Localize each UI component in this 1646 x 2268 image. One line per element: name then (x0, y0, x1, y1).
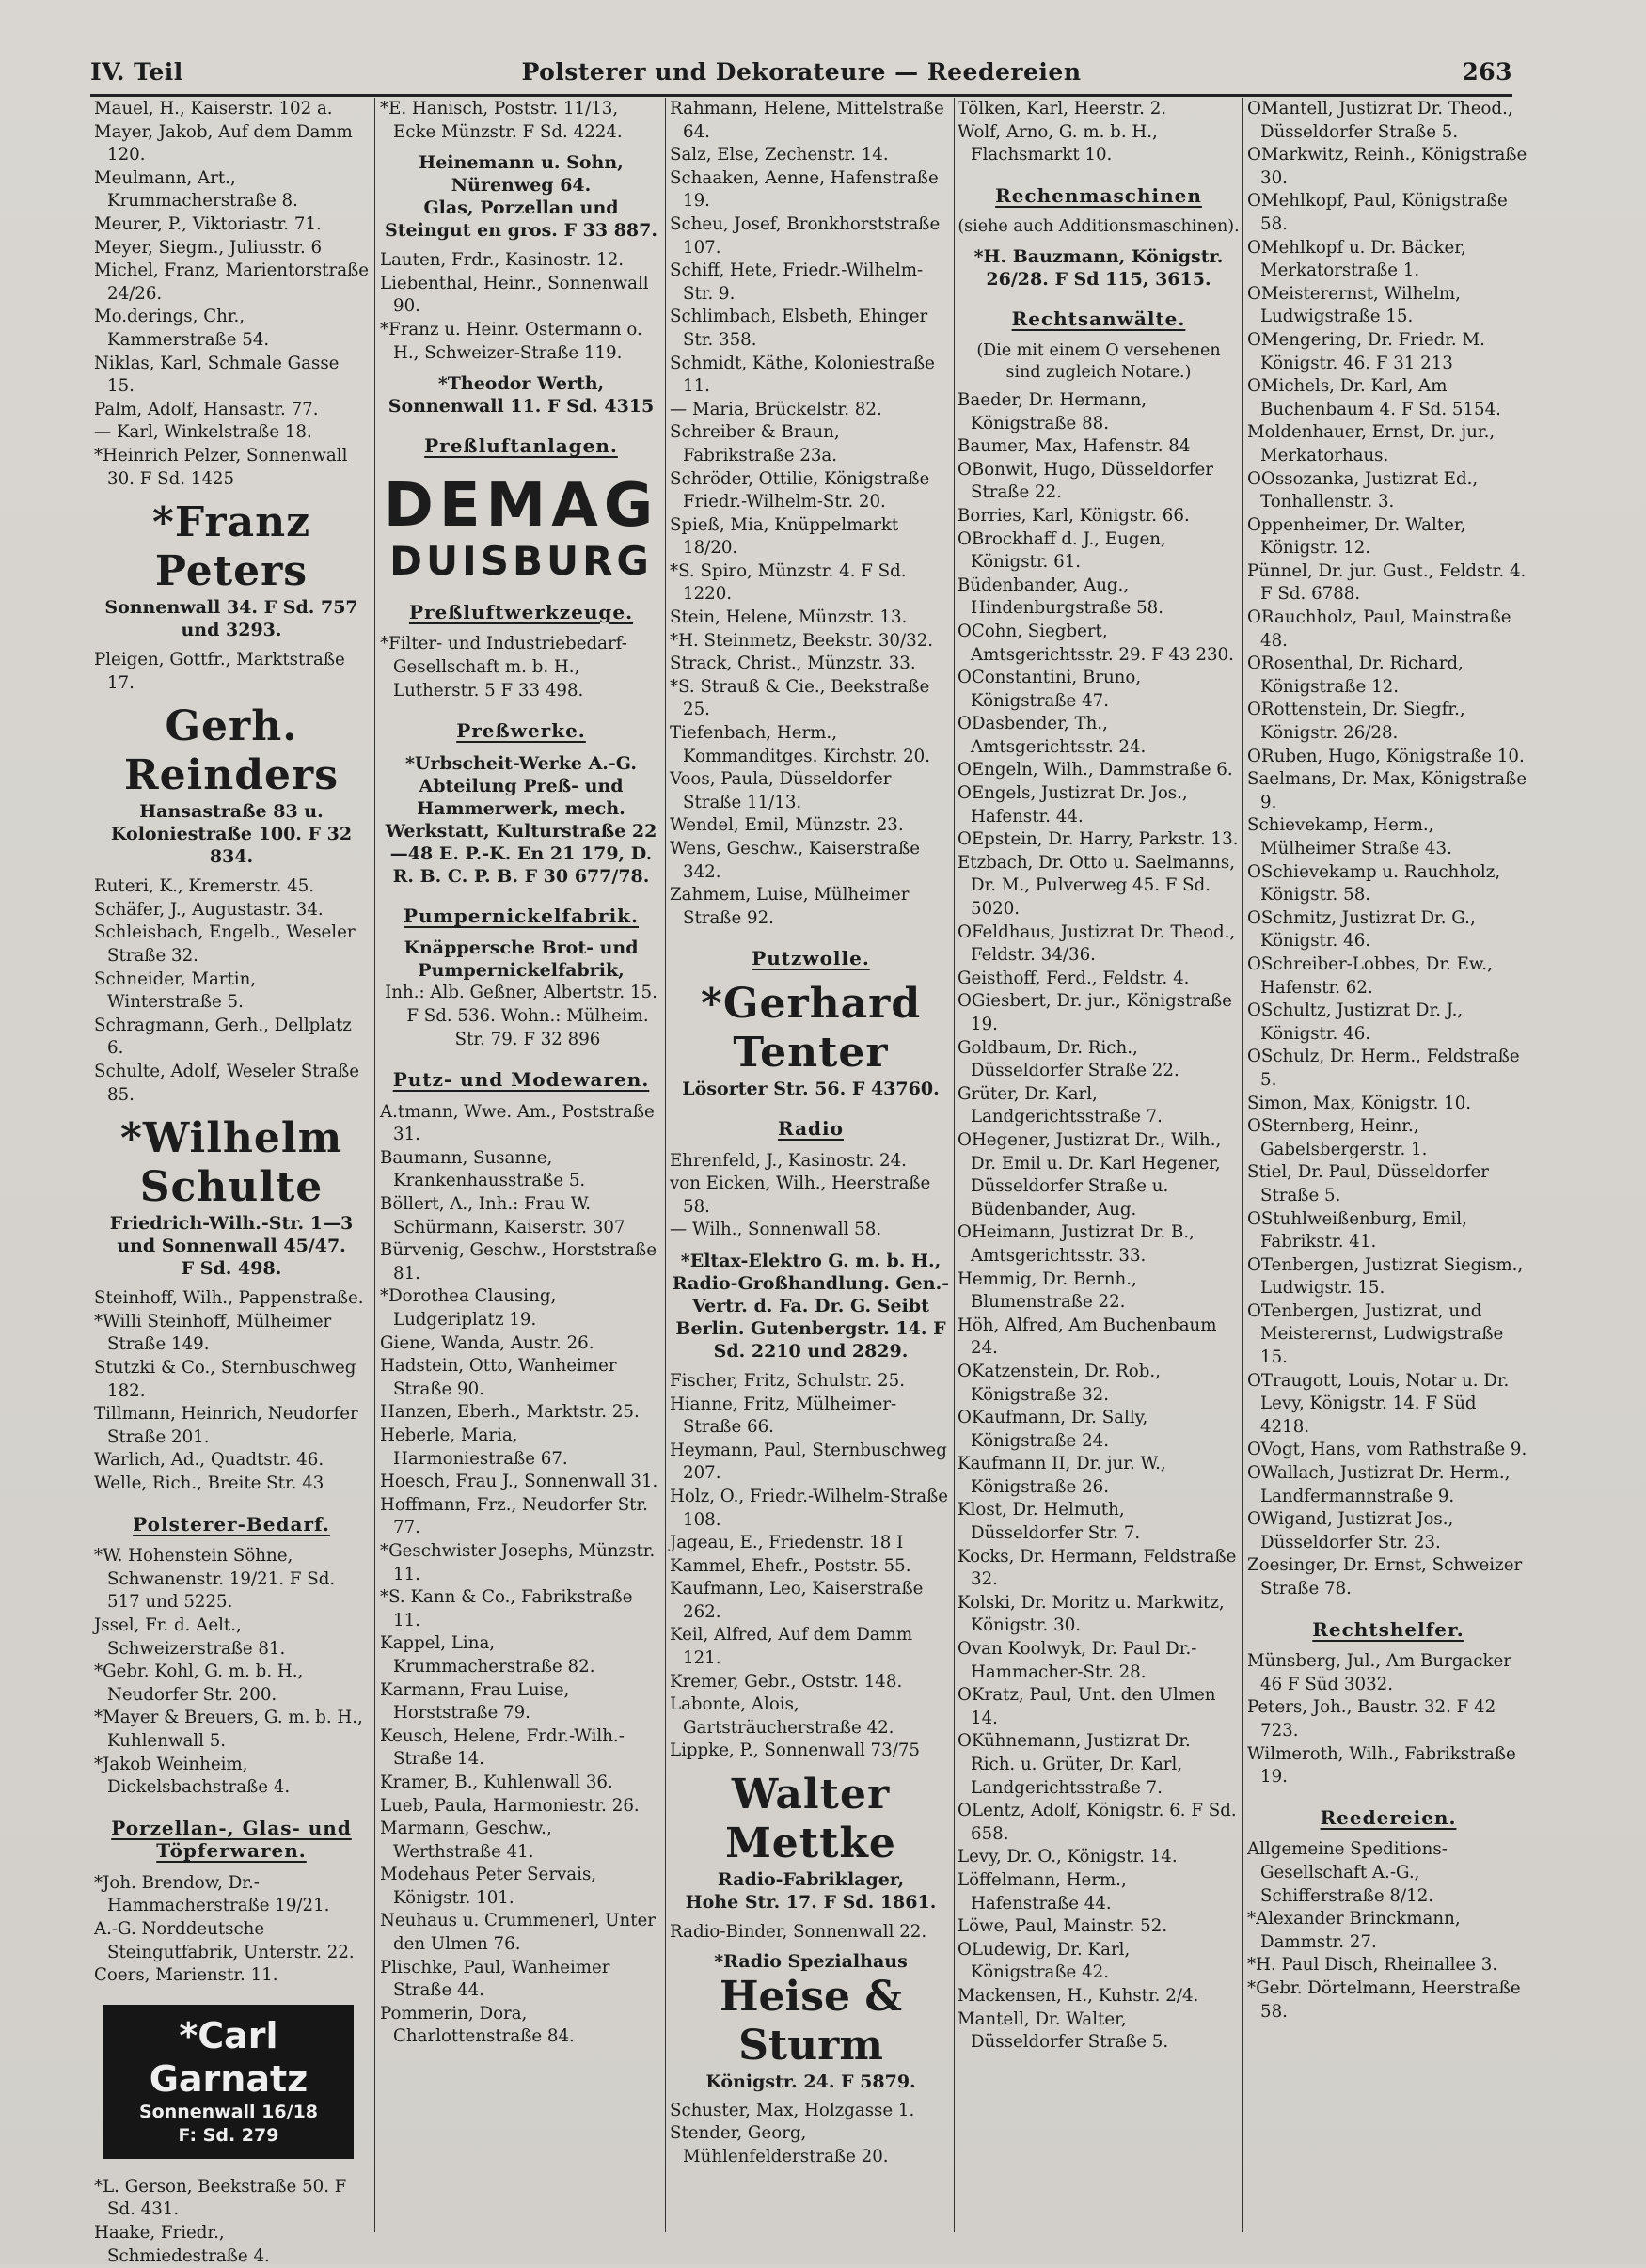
directory-entry: Schragmann, Gerh., Dellplatz 6. (94, 1015, 352, 1059)
directory-entry: Mauel, H., Kaiserstr. 102 a. (94, 99, 333, 118)
ad-line: *Theodor Werth, (437, 373, 605, 395)
directory-entry: Höh, Alfred, Am Buchenbaum 24. (958, 1315, 1217, 1359)
directory-entry: Warlich, Ad., Quadtstr. 46. (94, 1450, 324, 1471)
directory-entry: Levy, Dr. O., Königstr. 14. (958, 1847, 1178, 1867)
directory-entry: Oppenheimer, Dr. Walter, Königstr. 12. (1247, 514, 1466, 559)
ad-name: DEMAG (383, 470, 659, 541)
section-heading: Pumpernickelfabrik. (404, 904, 639, 927)
directory-entry: *Willi Steinhoff, Mülheimer Straße 149. (94, 1311, 332, 1355)
entry-list (94, 875, 369, 1107)
directory-entry: *Gebr. Kohl, G. m. b. H., Neudorfer Str. 200. (94, 1662, 304, 1705)
directory-entry: Ehrenfeld, J., Kasinostr. 24. (670, 1150, 907, 1171)
directory-entry: Holz, O., Friedr.-Wilhelm-Straße 108. (670, 1486, 949, 1530)
ad-line: Hansastraße 83 u. Koloniestraße 100. F 32 834. (110, 801, 353, 868)
directory-entry: Scheu, Josef, Bronkhorststraße 107. (670, 213, 941, 258)
directory-entry: Baumann, Susanne, Krankenhausstraße 5. (380, 1147, 586, 1191)
ad-line: Radio-Fabriklager, (717, 1869, 905, 1891)
directory-entry: Schreiber & Braun, Fabrikstraße 23a. (670, 422, 840, 465)
directory-entry: Allgemeine Speditions-Gesellschaft A.-G., Schifferstraße 8/12. (1247, 1839, 1448, 1906)
directory-entry: Meurer, P., Viktoriastr. 71. (94, 213, 322, 234)
ad-line: Sonnenwall 34. F Sd. 757 (104, 597, 358, 619)
directory-entry: OMeisterernst, Wilhelm, Ludwigstraße 15. (1247, 283, 1461, 327)
directory-entry: Strack, Christ., Münzstr. 33. (670, 654, 916, 674)
directory-entry: — Wilh., Sonnenwall 58. (670, 1220, 882, 1240)
directory-entry: Löwe, Paul, Mainstr. 52. (958, 1916, 1168, 1937)
directory-entry: *Heinrich Pelzer, Sonnenwall 30. F Sd. 1425 (94, 445, 348, 489)
section-heading: Rechenmaschinen (995, 183, 1202, 207)
directory-entry: OHeimann, Justizrat Dr. B., Amtsgerichtsstr. 33. (958, 1222, 1195, 1266)
directory-entry: OKratz, Paul, Unt. den Ulmen 14. (958, 1685, 1216, 1728)
directory-entry: OWigand, Justizrat Jos., Düsseldorfer Str. 23. (1247, 1509, 1454, 1552)
header-section-range: Polsterer und Dekorateure — Reedereien (521, 58, 1082, 86)
ad-line: Sonnenwall 16/18 (138, 2101, 319, 2122)
directory-entry: *S. Spiro, Münzstr. 4. F Sd. 1220. (670, 560, 907, 605)
ad-line: F: Sd. 279 (178, 2124, 279, 2146)
directory-entry: Mackensen, H., Kuhstr. 2/4. (958, 1985, 1199, 2006)
directory-entry: Spieß, Mia, Knüppelmarkt 18/20. (670, 514, 899, 559)
directory-entry: *H. Steinmetz, Beekstr. 30/32. (670, 630, 934, 651)
directory-entry: Mantell, Dr. Walter, Düsseldorfer Straße 5. (958, 2008, 1169, 2053)
section-heading: Preßluftwerkzeuge. (408, 600, 634, 623)
directory-entry: Klost, Dr. Helmuth, Düsseldorfer Str. 7. (958, 1500, 1141, 1544)
directory-entry: Schulte, Adolf, Weseler Straße 85. (94, 1062, 360, 1105)
ad-walter-mettke (670, 1771, 952, 1914)
directory-entry: Schneider, Martin, Winterstraße 5. (94, 969, 257, 1013)
ad-demag (380, 470, 662, 584)
directory-entry: Münsberg, Jul., Am Burgacker 46 F Süd 3032. (1247, 1651, 1511, 1694)
directory-entry: Schröder, Ottilie, Königstraße Friedr.-Wilhelm-Str. 20. (670, 468, 930, 512)
ad-line: und 3293. (181, 620, 282, 641)
ad-line: Königstr. 24. F 5879. (705, 2071, 916, 2093)
ad-eltax (670, 1250, 952, 1362)
directory-entry: OSchreiber-Lobbes, Dr. Ew., Hafenstr. 62. (1247, 953, 1493, 998)
directory-entry: ORottenstein, Dr. Siegfr., Königstr. 26/28. (1247, 700, 1465, 744)
ad-line: DUISBURG (389, 537, 653, 584)
directory-entry: Karmann, Frau Luise, Horststraße 79. (380, 1679, 570, 1724)
directory-entry: Wens, Geschw., Kaiserstraße 342. (670, 839, 920, 882)
directory-entry: OKaufmann, Dr. Sally, Königstraße 24. (958, 1408, 1148, 1451)
directory-entry: OMengering, Dr. Friedr. M. Königstr. 46. F 31 213 (1247, 329, 1485, 373)
directory-entry: A.tmann, Wwe. Am., Poststraße 31. (380, 1101, 655, 1145)
directory-entry: ORosenthal, Dr. Richard, Königstraße 12. (1247, 654, 1464, 697)
section-heading: Preßwerke. (456, 719, 586, 743)
directory-entry: OTenbergen, Justizrat Siegism., Ludwigstr. 15. (1247, 1254, 1524, 1299)
directory-entry: Labonte, Alois, Gartsträucherstraße 42. (670, 1694, 894, 1738)
entry-list (670, 1921, 952, 1945)
section-heading: Rechtshelfer. (1312, 1617, 1464, 1641)
section-heading: Preßluftanlagen. (424, 434, 618, 458)
directory-entry: — Maria, Brückelstr. 82. (670, 399, 882, 419)
directory-entry: Peters, Joh., Baustr. 32. F 42 723. (1247, 1697, 1496, 1740)
directory-entry: *S. Strauß & Cie., Beekstraße 25. (670, 676, 930, 720)
section-heading: Porzellan-, Glas- und Töpferwaren. (111, 1816, 352, 1863)
directory-entry: Kaufmann, Leo, Kaiserstraße 262. (670, 1579, 924, 1622)
entry-list (958, 98, 1240, 167)
ad-line: *Eltax-Elektro G. m. b. H., Radio-Großhandlung. Gen.-Vertr. d. Fa. Dr. G. Seibt Berlin. Gutenbergstr. 14. F Sd. 2210 und 2829. (672, 1250, 950, 1362)
entry-list (380, 98, 662, 144)
directory-entry: *Gebr. Dörtelmann, Heerstraße 58. (1247, 1977, 1521, 2022)
ad-franz-peters (94, 498, 369, 641)
directory-entry: Goldbaum, Dr. Rich., Düsseldorfer Straße 22. (958, 1037, 1179, 1081)
directory-entry: Moldenhauer, Ernst, Dr. jur., Merkatorhaus. (1247, 422, 1496, 465)
entry-list (1247, 1650, 1529, 1789)
directory-entry: Tiefenbach, Herm., Kommanditges. Kirchstr. 20. (670, 723, 930, 766)
directory-entry: OGiesbert, Dr. jur., Königstraße 19. (958, 991, 1232, 1034)
directory-entry: Tillmann, Heinrich, Neudorfer Straße 201. (94, 1404, 358, 1447)
directory-entry: OWallach, Justizrat Dr. Herm., Landfermannstraße 9. (1247, 1463, 1511, 1506)
directory-entry: Kramer, B., Kuhlenwall 36. (380, 1772, 613, 1792)
directory-entry: Löffelmann, Herm., Hafenstraße 44. (958, 1869, 1127, 1914)
ad-gerh-reinders (94, 702, 369, 868)
directory-entry: Lueb, Paula, Harmoniestr. 26. (380, 1795, 640, 1816)
directory-entry: ORuben, Hugo, Königstraße 10. (1247, 746, 1525, 766)
header-rule (90, 94, 1512, 97)
directory-entry: Stiel, Dr. Paul, Düsseldorfer Straße 5. (1247, 1162, 1489, 1205)
column-divider (374, 98, 375, 2232)
directory-entry: Welle, Rich., Breite Str. 43 (94, 1473, 324, 1493)
directory-entry: Mayer, Jakob, Auf dem Damm 120. (94, 121, 353, 165)
column-1 (94, 98, 369, 2266)
directory-entry: OMantell, Justizrat Dr. Theod., Düsseldorfer Straße 5. (1247, 99, 1513, 142)
directory-entry: Giene, Wanda, Austr. 26. (380, 1332, 594, 1353)
directory-entry: Stender, Georg, Mühlenfelderstraße 20. (670, 2123, 889, 2166)
directory-entry: OKatzenstein, Dr. Rob., Königstraße 32. (958, 1361, 1161, 1405)
directory-entry: OHegener, Justizrat Dr., Wilh., Dr. Emil u. Dr. Karl Hegener, Düsseldorfer Straße u. Büdenbander, Aug. (958, 1129, 1222, 1220)
directory-entry: *W. Hohenstein Söhne, Schwanenstr. 19/21. F Sd. 517 und 5225. (94, 1546, 336, 1613)
directory-entry: OEpstein, Dr. Harry, Parkstr. 13. (958, 829, 1239, 850)
directory-entry: OEngeln, Wilh., Dammstraße 6. (958, 760, 1233, 780)
directory-entry: Marmann, Geschw., Werthstraße 41. (380, 1819, 552, 1862)
directory-entry: Ruteri, K., Kremerstr. 45. (94, 876, 315, 897)
ad-name: *Gerhard Tenter (700, 979, 922, 1077)
directory-entry: OCohn, Siegbert, Amtsgerichtsstr. 29. F 43 230. (958, 621, 1234, 665)
directory-entry: Michel, Franz, Marientorstraße 24/26. (94, 260, 369, 304)
directory-entry: Wolf, Arno, G. m. b. H., Flachsmarkt 10. (958, 121, 1158, 165)
directory-entry: OMarkwitz, Reinh., Königstraße 30. (1247, 145, 1527, 188)
directory-entry: ODasbender, Th., Amtsgerichtsstr. 24. (958, 714, 1147, 757)
directory-entry: OVogt, Hans, vom Rathstraße 9. (1247, 1440, 1527, 1460)
directory-entry: OTenbergen, Justizrat, und Meisterernst, Ludwigstraße 15. (1247, 1300, 1504, 1368)
directory-entry: Schaaken, Aenne, Hafenstraße 19. (670, 167, 939, 212)
directory-entry: OStuhlweißenburg, Emil, Fabrikstr. 41. (1247, 1208, 1467, 1252)
ad-line: Inh.: Alb. Geßner, Albertstr. 15. F Sd. 536. Wohn.: Mülheim. Str. 79. F 32 896 (385, 983, 657, 1049)
ad-line: *H. Bauzmann, Königstr. 26/28. F Sd 115, 3615. (973, 246, 1224, 291)
ad-line: F Sd. 498. (181, 1258, 282, 1280)
directory-entry: *Franz u. Heinr. Ostermann o. H., Schweizer-Straße 119. (380, 319, 642, 363)
directory-entry: OTraugott, Louis, Notar u. Dr. Levy, Königstr. 14. F Süd 4218. (1247, 1370, 1510, 1437)
column-divider (954, 98, 955, 2232)
entry-list (1247, 98, 1529, 1601)
directory-entry: Neuhaus u. Crummenerl, Unter den Ulmen 76. (380, 1911, 656, 1955)
directory-entry: Böllert, A., Inh.: Frau W. Schürmann, Kaiserstr. 307 (380, 1194, 625, 1237)
ad-name: *Carl Garnatz (149, 2014, 309, 2100)
directory-entry: Plischke, Paul, Wanheimer Straße 44. (380, 1957, 610, 2001)
directory-entry: Schäfer, J., Augustastr. 34. (94, 899, 324, 920)
directory-entry: Kaufmann II, Dr. jur. W., Königstraße 26. (958, 1454, 1166, 1497)
directory-entry: *Jakob Weinheim, Dickelsbachstraße 4. (94, 1754, 291, 1798)
directory-entry: Jageau, E., Friedenstr. 18 I (670, 1533, 904, 1553)
directory-entry: Stein, Helene, Münzstr. 13. (670, 607, 908, 628)
directory-entry: Simon, Max, Königstr. 10. (1247, 1093, 1472, 1113)
entry-list (94, 1287, 369, 1495)
directory-entry: Meulmann, Art., Krummacherstraße 8. (94, 167, 298, 212)
directory-entry: OKühnemann, Justizrat Dr. Rich. u. Grüter, Dr. Karl, Landgerichtsstraße 7. (958, 1731, 1191, 1798)
directory-entry: Keusch, Helene, Frdr.-Wilh.-Straße 14. (380, 1725, 625, 1770)
directory-entry: Lippke, P., Sonnenwall 73/75 (670, 1740, 920, 1761)
directory-entry: *Mayer & Breuers, G. m. b. H., Kuhlenwall 5. (94, 1708, 363, 1751)
page-number: 263 (1462, 58, 1512, 86)
directory-entry: Büdenbander, Aug., Hindenburgstraße 58. (958, 575, 1164, 619)
directory-entry: Steinhoff, Wilh., Pappenstraße. (94, 1288, 364, 1309)
directory-entry: OConstantini, Bruno, Königstraße 47. (958, 668, 1142, 711)
directory-entry: Mo.derings, Chr., Kammerstraße 54. (94, 307, 270, 350)
ad-bauzmann (958, 245, 1240, 291)
entry-list (670, 1370, 952, 1763)
directory-entry: Stutzki & Co., Sternbuschweg 182. (94, 1358, 356, 1401)
column-divider (1242, 98, 1243, 2232)
ad-line: Hohe Str. 17. F Sd. 1861. (685, 1892, 937, 1914)
directory-entry: Zoesinger, Dr. Ernst, Schweizer Straße 78. (1247, 1555, 1523, 1599)
directory-entry: Liebenthal, Heinr., Sonnenwall 90. (380, 273, 649, 317)
directory-entry: Heberle, Maria, Harmoniestraße 67. (380, 1425, 568, 1469)
directory-entry: Hianne, Fritz, Mülheimer-Straße 66. (670, 1394, 897, 1438)
entry-list (670, 1150, 952, 1242)
directory-entry: ORauchholz, Paul, Mainstraße 48. (1247, 607, 1511, 651)
entry-list (380, 249, 662, 365)
directory-entry: OSternberg, Heinr., Gabelsbergerstr. 1. (1247, 1116, 1428, 1159)
directory-entry: Borries, Karl, Königstr. 66. (958, 505, 1190, 526)
directory-entry: OLentz, Adolf, Königstr. 6. F Sd. 658. (958, 1801, 1237, 1844)
directory-entry: OEngels, Justizrat Dr. Jos., Hafenstr. 44. (958, 783, 1188, 827)
directory-entry: Voos, Paula, Düsseldorfer Straße 11/13. (670, 769, 892, 812)
ad-carl-garnatz (103, 2005, 354, 2159)
directory-entry: Saelmans, Dr. Max, Königstraße 9. (1247, 769, 1527, 812)
section-heading: Rechtsanwälte. (1011, 307, 1186, 331)
section-heading: Reedereien. (1320, 1805, 1457, 1829)
ad-line: Friedrich-Wilh.-Str. 1—3 (109, 1213, 354, 1235)
ad-name: *Wilhelm Schulte (119, 1114, 343, 1212)
directory-entry: OFeldhaus, Justizrat Dr. Theod., Feldstr. 34/36. (958, 921, 1236, 966)
column-divider (665, 98, 666, 2232)
entry-list (670, 2100, 952, 2169)
directory-entry: Hoffmann, Frz., Neudorfer Str. 77. (380, 1494, 648, 1538)
ad-line: Abteilung Preß- und Hammerwerk, mech. Werkstatt, Kulturstraße 22—48 E. P.-K. En 21 179, D. R. B. C. P. B. F 30 677/78. (385, 775, 657, 887)
directory-entry: OOssozanka, Justizrat Ed., Tonhallenstr. 3. (1247, 468, 1479, 512)
directory-entry: *Joh. Brendow, Dr.-Hammacherstraße 19/21. (94, 1872, 330, 1916)
entry-list (94, 649, 369, 695)
directory-entry: Rahmann, Helene, Mittelstraße 64. (670, 99, 944, 142)
directory-entry: Schiff, Hete, Friedr.-Wilhelm-Str. 9. (670, 260, 924, 304)
directory-entry: Modehaus Peter Servais, Königstr. 101. (380, 1865, 597, 1908)
directory-entry: Coers, Marienstr. 11. (94, 1965, 278, 1986)
directory-entry: Schlimbach, Elsbeth, Ehinger Str. 358. (670, 307, 928, 350)
directory-entry: Kolski, Dr. Moritz u. Markwitz, Königstr. 30. (958, 1592, 1225, 1636)
ad-theodor-werth (380, 372, 662, 417)
ad-line: *Urbscheit-Werke A.-G. (405, 752, 637, 774)
directory-entry: Wilmeroth, Wilh., Fabrikstraße 19. (1247, 1743, 1516, 1788)
directory-entry: Kremer, Gebr., Oststr. 148. (670, 1671, 903, 1692)
column-5 (1247, 98, 1529, 2232)
ad-line: Lösorter Str. 56. F 43760. (682, 1078, 940, 1099)
directory-entry: *S. Kann & Co., Fabrikstraße 11. (380, 1587, 633, 1630)
directory-entry: *Geschwister Josephs, Münzstr. 11. (380, 1540, 656, 1584)
ad-knaeppersche (380, 937, 662, 1051)
ad-heise-sturm (670, 1950, 952, 2094)
section-heading: Putz- und Modewaren. (392, 1068, 650, 1092)
directory-entry: Geisthoff, Ferd., Feldstr. 4. (958, 968, 1190, 988)
header-part-label: IV. Teil (90, 58, 183, 86)
directory-entry: Schmidt, Käthe, Koloniestraße 11. (670, 353, 935, 397)
directory-entry: Wendel, Emil, Münzstr. 23. (670, 815, 904, 836)
ad-urbscheit (380, 752, 662, 888)
entry-list (94, 2176, 369, 2268)
directory-entry: Niklas, Karl, Schmale Gasse 15. (94, 353, 340, 397)
directory-entry: Lauten, Frdr., Kasinostr. 12. (380, 250, 625, 271)
directory-entry: Grüter, Dr. Karl, Landgerichtsstraße 7. (958, 1083, 1163, 1127)
entry-list (94, 98, 369, 491)
column-2 (380, 98, 662, 2232)
directory-entry: Radio-Binder, Sonnenwall 22. (670, 1922, 927, 1943)
directory-entry: Jssel, Fr. d. Aelt., Schweizerstraße 81. (94, 1614, 286, 1659)
directory-entry: OMichels, Dr. Karl, Am Buchenbaum 4. F Sd. 5154. (1247, 376, 1501, 419)
column-4 (958, 98, 1240, 2232)
entry-list (1247, 1838, 1529, 2024)
directory-entry: Bürvenig, Geschw., Horststraße 81. (380, 1240, 657, 1284)
directory-entry: Tölken, Karl, Heerstr. 2. (958, 99, 1167, 118)
directory-entry: Baeder, Dr. Hermann, Königstraße 88. (958, 389, 1147, 433)
directory-entry: Schievekamp, Herm., Mülheimer Straße 43. (1247, 815, 1452, 858)
directory-entry: Haake, Friedr., Schmiedestraße 4. (94, 2223, 270, 2266)
ad-line: Nürenweg 64. (451, 175, 592, 197)
directory-entry: Zahmem, Luise, Mülheimer Straße 92. (670, 885, 910, 928)
directory-entry: Baumer, Max, Hafenstr. 84 (958, 436, 1191, 457)
directory-entry: Ovan Koolwyk, Dr. Paul Dr.-Hammacher-Str. 28. (958, 1639, 1197, 1682)
entry-list (380, 633, 662, 702)
directory-entry: A.-G. Norddeutsche Steingutfabrik, Unterstr. 22. (94, 1919, 355, 1962)
ad-gerhard-tenter (670, 980, 952, 1100)
directory-entry: Meyer, Siegm., Juliusstr. 6 (94, 237, 323, 258)
directory-entry: OSchulz, Dr. Herm., Feldstraße 5. (1247, 1047, 1520, 1090)
ad-line: Sonnenwall 11. F Sd. 4315 (388, 396, 655, 417)
section-heading: Radio (778, 1116, 844, 1140)
directory-entry: *Dorothea Clausing, Ludgeriplatz 19. (380, 1286, 557, 1331)
ad-line: Glas, Porzellan und Steingut en gros. F 33 887. (385, 197, 657, 242)
directory-entry: Palm, Adolf, Hansastr. 77. (94, 399, 319, 419)
ad-wilhelm-schulte (94, 1114, 369, 1280)
ad-line: Knäppersche Brot- und Pumpernickelfabrik, (404, 937, 639, 982)
entry-list (94, 1545, 369, 1800)
directory-entry: Hanzen, Eberh., Marktstr. 25. (380, 1402, 640, 1423)
directory-entry: Fischer, Fritz, Schulstr. 25. (670, 1370, 905, 1391)
section-note: (Die mit einem O versehenen sind zugleich Notare.) (976, 340, 1221, 382)
directory-entry: Pünnel, Dr. jur. Gust., Feldstr. 4. F Sd. 6788. (1247, 560, 1527, 605)
directory-entry: OMehlkopf u. Dr. Bäcker, Merkatorstraße 1. (1247, 237, 1466, 281)
directory-entry: OBonwit, Hugo, Düsseldorfer Straße 22. (958, 459, 1213, 503)
directory-entry: Kammel, Ehefr., Poststr. 55. (670, 1555, 911, 1576)
directory-entry: *Filter- und Industriebedarf-Gesellschaft m. b. H., Lutherstr. 5 F 33 498. (380, 634, 627, 701)
section-heading: Putzwolle. (752, 947, 870, 970)
directory-entry: Pleigen, Gottfr., Marktstraße 17. (94, 650, 345, 693)
directory-entry: OSchmitz, Justizrat Dr. G., Königstr. 46. (1247, 907, 1476, 952)
ad-name: Heise & Sturm (719, 1973, 903, 2071)
section-note: (siehe auch Additionsmaschinen). (958, 217, 1240, 237)
directory-entry: Schuster, Max, Holzgasse 1. (670, 2100, 915, 2120)
directory-entry: Pommerin, Dora, Charlottenstraße 84. (380, 2003, 575, 2047)
directory-entry: Hemmig, Dr. Bernh., Blumenstraße 22. (958, 1268, 1137, 1313)
directory-entry: Kappel, Lina, Krummacherstraße 82. (380, 1633, 595, 1677)
ad-name: Walter Mettke (725, 1771, 896, 1868)
directory-entry: von Eicken, Wilh., Heerstraße 58. (670, 1173, 931, 1217)
ad-line: *Radio Spezialhaus (714, 1950, 908, 1972)
directory-entry: Etzbach, Dr. Otto u. Saelmanns, Dr. M., Pulverweg 45. F Sd. 5020. (958, 852, 1236, 920)
directory-entry: Hoesch, Frau J., Sonnenwall 31. (380, 1472, 658, 1492)
ad-line: und Sonnenwall 45/47. (117, 1236, 346, 1257)
ad-heinemann (380, 151, 662, 242)
directory-entry: Schleisbach, Engelb., Weseler Straße 32. (94, 922, 356, 967)
ad-name: *Franz Peters (151, 498, 311, 596)
directory-entry: *E. Hanisch, Poststr. 11/13, Ecke Münzstr. F Sd. 4224. (380, 99, 623, 142)
directory-entry: Keil, Alfred, Auf dem Damm 121. (670, 1625, 913, 1669)
directory-entry: *L. Gerson, Beekstraße 50. F Sd. 431. (94, 2176, 347, 2220)
entry-list (958, 389, 1240, 2055)
directory-entry: Hadstein, Otto, Wanheimer Straße 90. (380, 1356, 617, 1399)
ad-name: Gerh. Reinders (124, 702, 339, 800)
entry-list (670, 98, 952, 930)
entry-list (380, 1101, 662, 2049)
directory-entry: Salz, Else, Zechenstr. 14. (670, 145, 889, 165)
ad-line: Heinemann u. Sohn, (419, 152, 624, 174)
directory-entry: *Alexander Brinckmann, Dammstr. 27. (1247, 1909, 1461, 1952)
directory-entry: OLudewig, Dr. Karl, Königstraße 42. (958, 1939, 1131, 1983)
directory-entry: OSchultz, Justizrat Dr. J., Königstr. 46. (1247, 1000, 1464, 1044)
directory-entry: Kocks, Dr. Hermann, Feldstraße 32. (958, 1546, 1237, 1590)
column-3 (670, 98, 952, 2232)
directory-entry: OSchievekamp u. Rauchholz, Königstr. 58. (1247, 861, 1501, 906)
directory-entry: OMehlkopf, Paul, Königstraße 58. (1247, 191, 1508, 234)
entry-list (94, 1872, 369, 1988)
page-header (90, 58, 1512, 96)
directory-entry: — Karl, Winkelstraße 18. (94, 422, 312, 443)
directory-entry: *H. Paul Disch, Rheinallee 3. (1247, 1955, 1498, 1976)
directory-entry: Heymann, Paul, Sternbuschweg 207. (670, 1440, 947, 1484)
section-heading: Polsterer-Bedarf. (133, 1512, 330, 1536)
directory-entry: OBrockhaff d. J., Eugen, Königstr. 61. (958, 528, 1166, 573)
